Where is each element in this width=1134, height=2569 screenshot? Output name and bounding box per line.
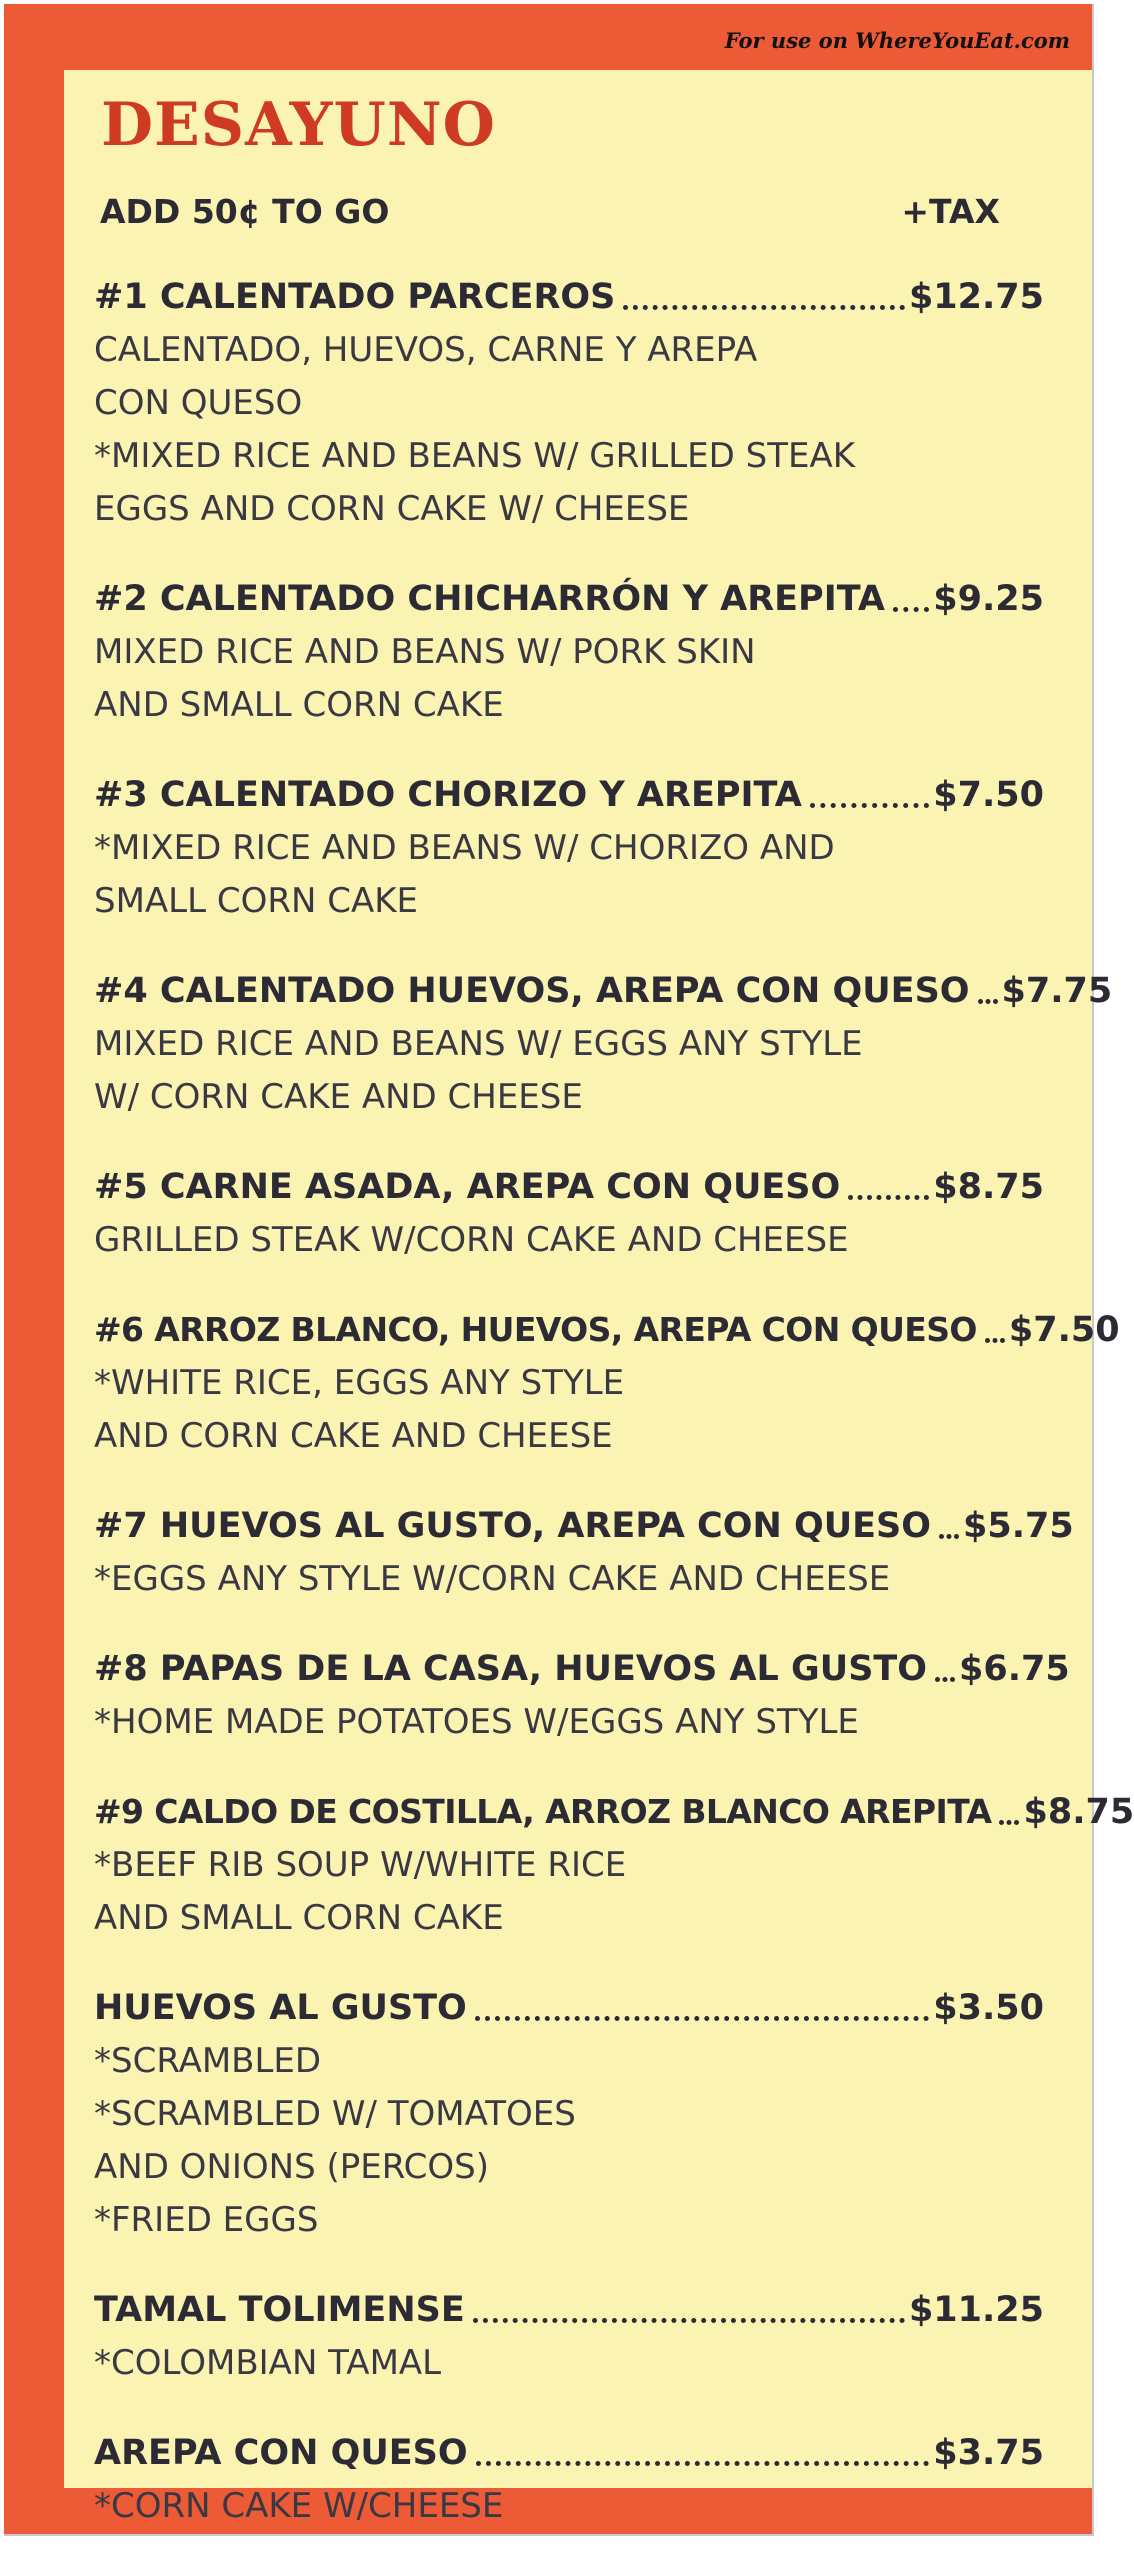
menu-item-price: $3.75 xyxy=(933,2433,1044,2473)
menu-item-name: TAMAL TOLIMENSE xyxy=(94,2290,465,2330)
menu-item-price: $9.25 xyxy=(933,579,1044,619)
dot-leader xyxy=(939,1534,959,1539)
menu-item-name: HUEVOS AL GUSTO xyxy=(94,1988,467,2028)
menu-item-description: CALENTADO, HUEVOS, CARNE Y AREPA xyxy=(94,330,758,370)
menu-item xyxy=(94,1981,1044,2247)
menu-item-header xyxy=(94,572,1044,626)
menu-item xyxy=(94,2283,1044,2390)
menu-item-description: *SCRAMBLED W/ TOMATOES xyxy=(94,2094,576,2134)
menu-item-description: *BEEF RIB SOUP W/WHITE RICE xyxy=(94,1845,627,1885)
dot-leader xyxy=(475,2016,929,2021)
menu-item-description: CON QUESO xyxy=(94,383,303,423)
menu-item-price: $6.75 xyxy=(959,1649,1070,1689)
menu-item xyxy=(94,572,1044,732)
dot-leader xyxy=(473,2318,905,2323)
menu-panel xyxy=(64,70,1134,2526)
menu-item-price: $7.50 xyxy=(933,775,1044,815)
menu-item-name: #9 CALDO DE COSTILLA, ARROZ BLANCO AREPITA xyxy=(94,1792,992,1831)
dot-leader xyxy=(999,1820,1019,1825)
menu-item-name: #7 HUEVOS AL GUSTO, AREPA CON QUESO xyxy=(94,1506,931,1546)
menu-item-description: *HOME MADE POTATOES W/EGGS ANY STYLE xyxy=(94,1702,859,1742)
menu-item-description: EGGS AND CORN CAKE W/ CHEESE xyxy=(94,489,690,529)
menu-item-header xyxy=(94,1981,1044,2035)
dot-leader xyxy=(893,607,929,612)
menu-item-price: $5.75 xyxy=(963,1506,1074,1546)
menu-item-description: *SCRAMBLED xyxy=(94,2041,322,2081)
menu-item-header xyxy=(94,1499,1074,1553)
menu-item-description: MIXED RICE AND BEANS W/ EGGS ANY STYLE xyxy=(94,1024,863,1064)
menu-item-header xyxy=(94,1785,1134,1839)
to-go-note: ADD 50¢ TO GO xyxy=(100,192,390,231)
menu-item-description: AND SMALL CORN CAKE xyxy=(94,685,504,725)
menu-item-price: $11.25 xyxy=(908,2290,1044,2330)
menu-item-description: *MIXED RICE AND BEANS W/ CHORIZO AND xyxy=(94,828,835,868)
menu-item-header xyxy=(94,1303,1120,1357)
menu-item-description: W/ CORN CAKE AND CHEESE xyxy=(94,1077,583,1117)
menu-item-header xyxy=(94,1642,1070,1696)
menu-item-description: SMALL CORN CAKE xyxy=(94,881,419,921)
menu-item-description: *COLOMBIAN TAMAL xyxy=(94,2343,442,2383)
menu-item-description: MIXED RICE AND BEANS W/ PORK SKIN xyxy=(94,632,756,672)
menu-item-description: *EGGS ANY STYLE W/CORN CAKE AND CHEESE xyxy=(94,1559,891,1599)
menu-item-price: $12.75 xyxy=(908,277,1044,317)
menu-item-name: #6 ARROZ BLANCO, HUEVOS, AREPA CON QUESO xyxy=(94,1310,977,1349)
dot-leader xyxy=(623,305,905,310)
menu-title: DESAYUNO xyxy=(101,90,496,160)
menu-item-description: *CORN CAKE W/CHEESE xyxy=(94,2486,504,2526)
menu-item xyxy=(94,768,1044,928)
menu-item-name: #5 CARNE ASADA, AREPA CON QUESO xyxy=(94,1167,841,1207)
menu-item xyxy=(94,1785,1134,1945)
menu-item-price: $7.50 xyxy=(1008,1310,1120,1350)
menu-item-header xyxy=(94,270,1044,324)
menu-item-header xyxy=(94,964,1113,1018)
menu-item-header xyxy=(94,768,1044,822)
menu-items xyxy=(94,270,1134,2569)
menu-item-price: $3.50 xyxy=(933,1988,1044,2028)
menu-item xyxy=(94,1642,1070,1749)
menu-item xyxy=(94,964,1113,1124)
menu-item-description: *WHITE RICE, EGGS ANY STYLE xyxy=(94,1363,625,1403)
menu-item xyxy=(94,1499,1074,1606)
menu-item-price: $7.75 xyxy=(1001,971,1113,1011)
menu-item xyxy=(94,2426,1044,2533)
menu-item xyxy=(94,270,1044,536)
dot-leader xyxy=(848,1195,929,1200)
menu-item-description: *FRIED EGGS xyxy=(94,2200,319,2240)
menu-item-header xyxy=(94,2426,1044,2480)
menu-item-name: #8 PAPAS DE LA CASA, HUEVOS AL GUSTO xyxy=(94,1649,928,1689)
menu-item-price: $8.75 xyxy=(933,1167,1044,1207)
menu-item-name: #3 CALENTADO CHORIZO Y AREPITA xyxy=(94,775,802,815)
menu-item-description: *MIXED RICE AND BEANS W/ GRILLED STEAK xyxy=(94,436,855,476)
menu-frame xyxy=(4,4,1134,2536)
menu-item-description: GRILLED STEAK W/CORN CAKE AND CHEESE xyxy=(94,1220,849,1260)
tax-note: +TAX xyxy=(901,192,1000,231)
notes-row xyxy=(100,192,1000,231)
menu-item-description: AND SMALL CORN CAKE xyxy=(94,1898,504,1938)
watermark: For use on WhereYouEat.com xyxy=(724,28,1070,53)
menu-item-name: #1 CALENTADO PARCEROS xyxy=(94,277,616,317)
dot-leader xyxy=(810,803,929,808)
menu-item-header xyxy=(94,2283,1044,2337)
menu-item-header xyxy=(94,1160,1044,1214)
dot-leader xyxy=(985,1338,1005,1343)
dot-leader xyxy=(978,999,998,1004)
menu-item-description: AND CORN CAKE AND CHEESE xyxy=(94,1416,613,1456)
menu-item-name: #2 CALENTADO CHICHARRÓN Y AREPITA xyxy=(94,579,885,619)
menu-item-name: AREPA CON QUESO xyxy=(94,2433,468,2473)
menu-item-description: AND ONIONS (PERCOS) xyxy=(94,2147,490,2187)
dot-leader xyxy=(476,2461,930,2466)
menu-item-price: $8.75 xyxy=(1023,1792,1134,1832)
dot-leader xyxy=(935,1677,955,1682)
menu-item xyxy=(94,1303,1120,1463)
menu-item xyxy=(94,1160,1044,1267)
menu-item-name: #4 CALENTADO HUEVOS, AREPA CON QUESO xyxy=(94,971,970,1011)
